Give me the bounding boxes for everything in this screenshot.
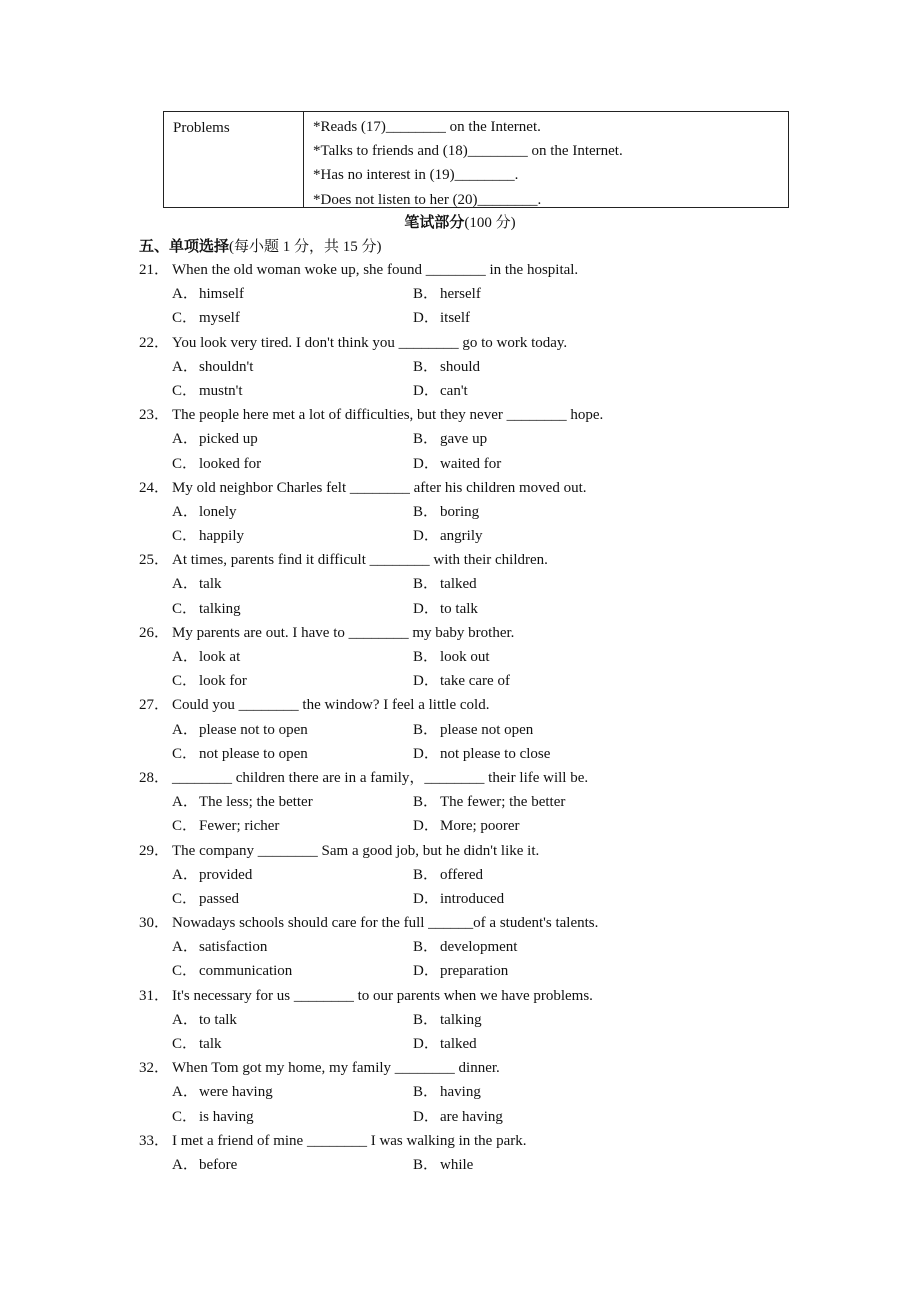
question-text: When the old woman woke up, she found ________ in the hospital. bbox=[172, 262, 579, 278]
option-text: are having bbox=[440, 1108, 503, 1125]
answer-option[interactable] bbox=[172, 935, 267, 959]
answer-option[interactable] bbox=[413, 572, 477, 596]
option-letter: D． bbox=[413, 890, 439, 907]
answer-option[interactable] bbox=[413, 669, 510, 693]
option-text: herself bbox=[440, 286, 481, 303]
answer-option[interactable] bbox=[172, 645, 240, 669]
option-row bbox=[0, 597, 920, 621]
answer-option[interactable] bbox=[413, 718, 533, 742]
answer-option[interactable] bbox=[172, 524, 244, 548]
option-text: look at bbox=[199, 649, 241, 665]
question-row bbox=[0, 911, 920, 935]
option-letter: D． bbox=[413, 310, 439, 327]
question-number: 33． bbox=[139, 1132, 170, 1149]
option-row bbox=[0, 306, 920, 330]
option-text: before bbox=[199, 1156, 238, 1173]
question-number: 22． bbox=[139, 334, 170, 351]
option-text: take care of bbox=[440, 673, 510, 690]
question-text: When Tom got my home, my family ________ dinner. bbox=[172, 1060, 500, 1077]
answer-option[interactable] bbox=[413, 1008, 482, 1032]
option-letter: A． bbox=[172, 939, 198, 956]
answer-option[interactable] bbox=[413, 790, 565, 814]
option-letter: C． bbox=[172, 673, 198, 690]
answer-option[interactable] bbox=[172, 959, 292, 983]
option-row bbox=[0, 355, 920, 379]
option-text: to talk bbox=[199, 1011, 237, 1028]
question-row bbox=[0, 1056, 920, 1080]
question-list bbox=[0, 258, 920, 1177]
option-row bbox=[0, 1032, 920, 1056]
answer-option[interactable] bbox=[413, 452, 501, 476]
answer-option[interactable] bbox=[413, 500, 479, 524]
option-letter: A． bbox=[172, 649, 198, 665]
option-row bbox=[0, 282, 920, 306]
option-text: satisfaction bbox=[199, 939, 268, 956]
option-letter: C． bbox=[172, 818, 198, 835]
option-text: mustn't bbox=[199, 382, 243, 399]
option-text: himself bbox=[199, 286, 244, 303]
answer-option[interactable] bbox=[172, 1080, 273, 1104]
option-letter: B． bbox=[413, 939, 439, 956]
option-text: offered bbox=[440, 866, 484, 883]
answer-option[interactable] bbox=[172, 572, 222, 596]
answer-option[interactable] bbox=[413, 645, 490, 669]
answer-option[interactable] bbox=[413, 1080, 481, 1104]
table-label: Problems bbox=[164, 112, 304, 207]
problems-table bbox=[163, 111, 789, 208]
question-text: ________ children there are in a family，________ their life will be. bbox=[172, 769, 589, 786]
part-heading bbox=[139, 235, 382, 259]
option-row bbox=[0, 452, 920, 476]
option-text: itself bbox=[440, 310, 470, 327]
option-text: gave up bbox=[440, 431, 488, 448]
option-text: lonely bbox=[199, 503, 237, 520]
table-line: *Has no interest in (19)________. bbox=[313, 167, 519, 184]
question-row bbox=[0, 1129, 920, 1153]
option-text: talking bbox=[440, 1011, 482, 1028]
option-letter: A． bbox=[172, 503, 198, 520]
option-letter: A． bbox=[172, 1011, 198, 1028]
option-letter: D． bbox=[413, 382, 439, 399]
option-text: happily bbox=[199, 528, 244, 545]
answer-option[interactable] bbox=[413, 379, 468, 403]
table-line: *Does not listen to her (20)________. bbox=[313, 191, 542, 208]
option-text: passed bbox=[199, 890, 239, 907]
question-row bbox=[0, 476, 920, 500]
question-number: 26． bbox=[139, 624, 170, 641]
question-number: 28． bbox=[139, 769, 170, 786]
question-number: 27． bbox=[139, 697, 170, 714]
option-letter: C． bbox=[172, 310, 198, 327]
option-text: is having bbox=[199, 1108, 254, 1125]
part-rule: (每小题 1 分，共 15 分) bbox=[229, 239, 382, 255]
question-row bbox=[0, 331, 920, 355]
answer-option[interactable] bbox=[172, 1008, 237, 1032]
option-letter: A． bbox=[172, 358, 198, 375]
question-text: You look very tired. I don't think you ________ go to work today. bbox=[172, 334, 568, 351]
question-text: The company ________ Sam a good job, but he didn't like it. bbox=[172, 842, 540, 859]
option-text: provided bbox=[199, 866, 253, 883]
answer-option[interactable] bbox=[172, 355, 253, 379]
question-text: The people here met a lot of difficulties, but they never ________ hope. bbox=[172, 407, 604, 424]
option-letter: D． bbox=[413, 745, 439, 762]
answer-option[interactable] bbox=[172, 1153, 237, 1177]
option-text: talk bbox=[199, 576, 222, 593]
question-text: Nowadays schools should care for the full ______of a student's talents. bbox=[172, 915, 599, 932]
section-title bbox=[0, 211, 920, 235]
option-letter: B． bbox=[413, 1156, 439, 1173]
option-letter: D． bbox=[413, 1108, 439, 1125]
answer-option[interactable] bbox=[413, 524, 483, 548]
option-text: preparation bbox=[440, 963, 509, 980]
question-row bbox=[0, 839, 920, 863]
option-text: talked bbox=[440, 576, 477, 593]
question-number: 31． bbox=[139, 987, 170, 1004]
question-row bbox=[0, 403, 920, 427]
option-row bbox=[0, 1008, 920, 1032]
option-letter: D． bbox=[413, 455, 439, 472]
option-row bbox=[0, 814, 920, 838]
option-text: look out bbox=[440, 649, 490, 665]
option-text: Fewer; richer bbox=[199, 818, 280, 835]
table-line: *Reads (17)________ on the Internet. bbox=[313, 119, 541, 135]
option-letter: A． bbox=[172, 286, 198, 303]
question-row bbox=[0, 621, 920, 645]
answer-option[interactable] bbox=[172, 1105, 254, 1129]
option-text: The less; the better bbox=[199, 794, 313, 811]
question-number: 24． bbox=[139, 479, 170, 496]
question-text: I met a friend of mine ________ I was walking in the park. bbox=[172, 1132, 527, 1149]
option-text: having bbox=[440, 1084, 481, 1101]
answer-option[interactable] bbox=[172, 452, 261, 476]
option-letter: A． bbox=[172, 721, 198, 738]
answer-option[interactable] bbox=[172, 863, 252, 887]
option-text: look for bbox=[199, 673, 247, 690]
option-row bbox=[0, 645, 920, 669]
option-text: development bbox=[440, 939, 518, 956]
answer-option[interactable] bbox=[172, 379, 243, 403]
option-letter: A． bbox=[172, 866, 198, 883]
answer-option[interactable] bbox=[413, 1032, 477, 1056]
answer-option[interactable] bbox=[413, 427, 487, 451]
option-letter: D． bbox=[413, 963, 439, 980]
option-letter: C． bbox=[172, 600, 198, 617]
question-text: My old neighbor Charles felt ________ after his children moved out. bbox=[172, 479, 587, 496]
answer-option[interactable] bbox=[172, 282, 244, 306]
question-number: 25． bbox=[139, 552, 170, 569]
option-letter: C． bbox=[172, 1036, 198, 1052]
answer-option[interactable] bbox=[172, 500, 237, 524]
option-letter: A． bbox=[172, 794, 198, 811]
part-title: 五、单项选择 bbox=[139, 239, 230, 255]
answer-option[interactable] bbox=[413, 959, 508, 983]
question-row bbox=[0, 984, 920, 1008]
option-row bbox=[0, 1105, 920, 1129]
option-text: communication bbox=[199, 963, 293, 980]
option-letter: C． bbox=[172, 745, 198, 762]
answer-option[interactable] bbox=[172, 306, 240, 330]
option-row bbox=[0, 427, 920, 451]
option-text: looked for bbox=[199, 455, 262, 472]
question-row bbox=[0, 258, 920, 282]
option-row bbox=[0, 669, 920, 693]
option-text: picked up bbox=[199, 431, 258, 448]
option-text: myself bbox=[199, 310, 240, 327]
answer-option[interactable] bbox=[413, 282, 481, 306]
answer-option[interactable] bbox=[172, 669, 247, 693]
question-row bbox=[0, 693, 920, 717]
option-row bbox=[0, 500, 920, 524]
option-text: not please to close bbox=[440, 745, 551, 762]
option-letter: B． bbox=[413, 576, 439, 593]
option-letter: D． bbox=[413, 818, 439, 835]
option-text: while bbox=[440, 1156, 474, 1173]
option-text: please not to open bbox=[199, 721, 308, 738]
option-row bbox=[0, 887, 920, 911]
answer-option[interactable] bbox=[413, 355, 480, 379]
option-letter: A． bbox=[172, 1084, 198, 1101]
option-letter: B． bbox=[413, 503, 439, 520]
answer-option[interactable] bbox=[172, 1032, 222, 1056]
option-row bbox=[0, 959, 920, 983]
question-text: My parents are out. I have to ________ my baby brother. bbox=[172, 624, 515, 641]
option-letter: C． bbox=[172, 382, 198, 399]
question-text: At times, parents find it difficult ________ with their children. bbox=[172, 552, 548, 569]
answer-option[interactable] bbox=[172, 814, 279, 838]
option-text: More; poorer bbox=[440, 818, 520, 835]
option-letter: B． bbox=[413, 721, 439, 738]
option-letter: C． bbox=[172, 528, 198, 545]
option-letter: B． bbox=[413, 358, 439, 375]
section-title-text: 笔试部分 bbox=[404, 215, 465, 231]
answer-option[interactable] bbox=[172, 718, 308, 742]
option-row bbox=[0, 524, 920, 548]
option-letter: B． bbox=[413, 1011, 439, 1028]
answer-option[interactable] bbox=[413, 597, 478, 621]
question-number: 21． bbox=[139, 262, 170, 278]
option-text: The fewer; the better bbox=[440, 794, 566, 811]
answer-option[interactable] bbox=[172, 887, 239, 911]
option-letter: C． bbox=[172, 1108, 198, 1125]
option-letter: B． bbox=[413, 866, 439, 883]
option-letter: A． bbox=[172, 1156, 198, 1173]
answer-option[interactable] bbox=[413, 935, 517, 959]
option-letter: B． bbox=[413, 794, 439, 811]
option-text: were having bbox=[199, 1084, 273, 1101]
option-letter: C． bbox=[172, 890, 198, 907]
option-row bbox=[0, 572, 920, 596]
option-text: boring bbox=[440, 503, 480, 520]
option-letter: C． bbox=[172, 963, 198, 980]
option-letter: B． bbox=[413, 1084, 439, 1101]
option-letter: D． bbox=[413, 600, 439, 617]
option-letter: C． bbox=[172, 455, 198, 472]
option-letter: D． bbox=[413, 1036, 439, 1052]
option-letter: D． bbox=[413, 528, 439, 545]
question-number: 30． bbox=[139, 915, 170, 932]
option-row bbox=[0, 863, 920, 887]
option-row bbox=[0, 742, 920, 766]
answer-option[interactable] bbox=[172, 742, 308, 766]
option-text: talking bbox=[199, 600, 241, 617]
answer-option[interactable] bbox=[413, 863, 483, 887]
option-letter: D． bbox=[413, 673, 439, 690]
option-text: talk bbox=[199, 1036, 222, 1052]
section-score: (100 分) bbox=[464, 215, 516, 231]
option-letter: B． bbox=[413, 431, 439, 448]
answer-option[interactable] bbox=[413, 1153, 473, 1177]
option-text: introduced bbox=[440, 890, 505, 907]
answer-option[interactable] bbox=[172, 597, 241, 621]
option-text: not please to open bbox=[199, 745, 308, 762]
table-lines bbox=[304, 112, 623, 207]
question-text: It's necessary for us ________ to our parents when we have problems. bbox=[172, 987, 593, 1004]
option-letter: A． bbox=[172, 431, 198, 448]
option-row bbox=[0, 935, 920, 959]
option-text: talked bbox=[440, 1036, 477, 1052]
answer-option[interactable] bbox=[413, 742, 550, 766]
answer-option[interactable] bbox=[172, 790, 313, 814]
answer-option[interactable] bbox=[413, 306, 470, 330]
question-number: 32． bbox=[139, 1060, 170, 1077]
option-text: shouldn't bbox=[199, 358, 254, 375]
option-text: waited for bbox=[440, 455, 502, 472]
question-text: Could you ________ the window? I feel a little cold. bbox=[172, 697, 490, 714]
option-letter: B． bbox=[413, 649, 439, 665]
answer-option[interactable] bbox=[413, 1105, 503, 1129]
question-number: 23． bbox=[139, 407, 170, 424]
option-text: can't bbox=[440, 382, 468, 399]
option-text: angrily bbox=[440, 528, 483, 545]
option-row bbox=[0, 1153, 920, 1177]
question-number: 29． bbox=[139, 842, 170, 859]
option-row bbox=[0, 379, 920, 403]
option-text: should bbox=[440, 358, 481, 375]
option-letter: B． bbox=[413, 286, 439, 303]
option-text: to talk bbox=[440, 600, 478, 617]
answer-option[interactable] bbox=[413, 814, 520, 838]
option-letter: A． bbox=[172, 576, 198, 593]
question-row bbox=[0, 766, 920, 790]
option-row bbox=[0, 1080, 920, 1104]
option-text: please not open bbox=[440, 721, 534, 738]
option-row bbox=[0, 790, 920, 814]
table-line: *Talks to friends and (18)________ on the Internet. bbox=[313, 143, 623, 160]
question-row bbox=[0, 548, 920, 572]
option-row bbox=[0, 718, 920, 742]
answer-option[interactable] bbox=[413, 887, 504, 911]
answer-option[interactable] bbox=[172, 427, 258, 451]
